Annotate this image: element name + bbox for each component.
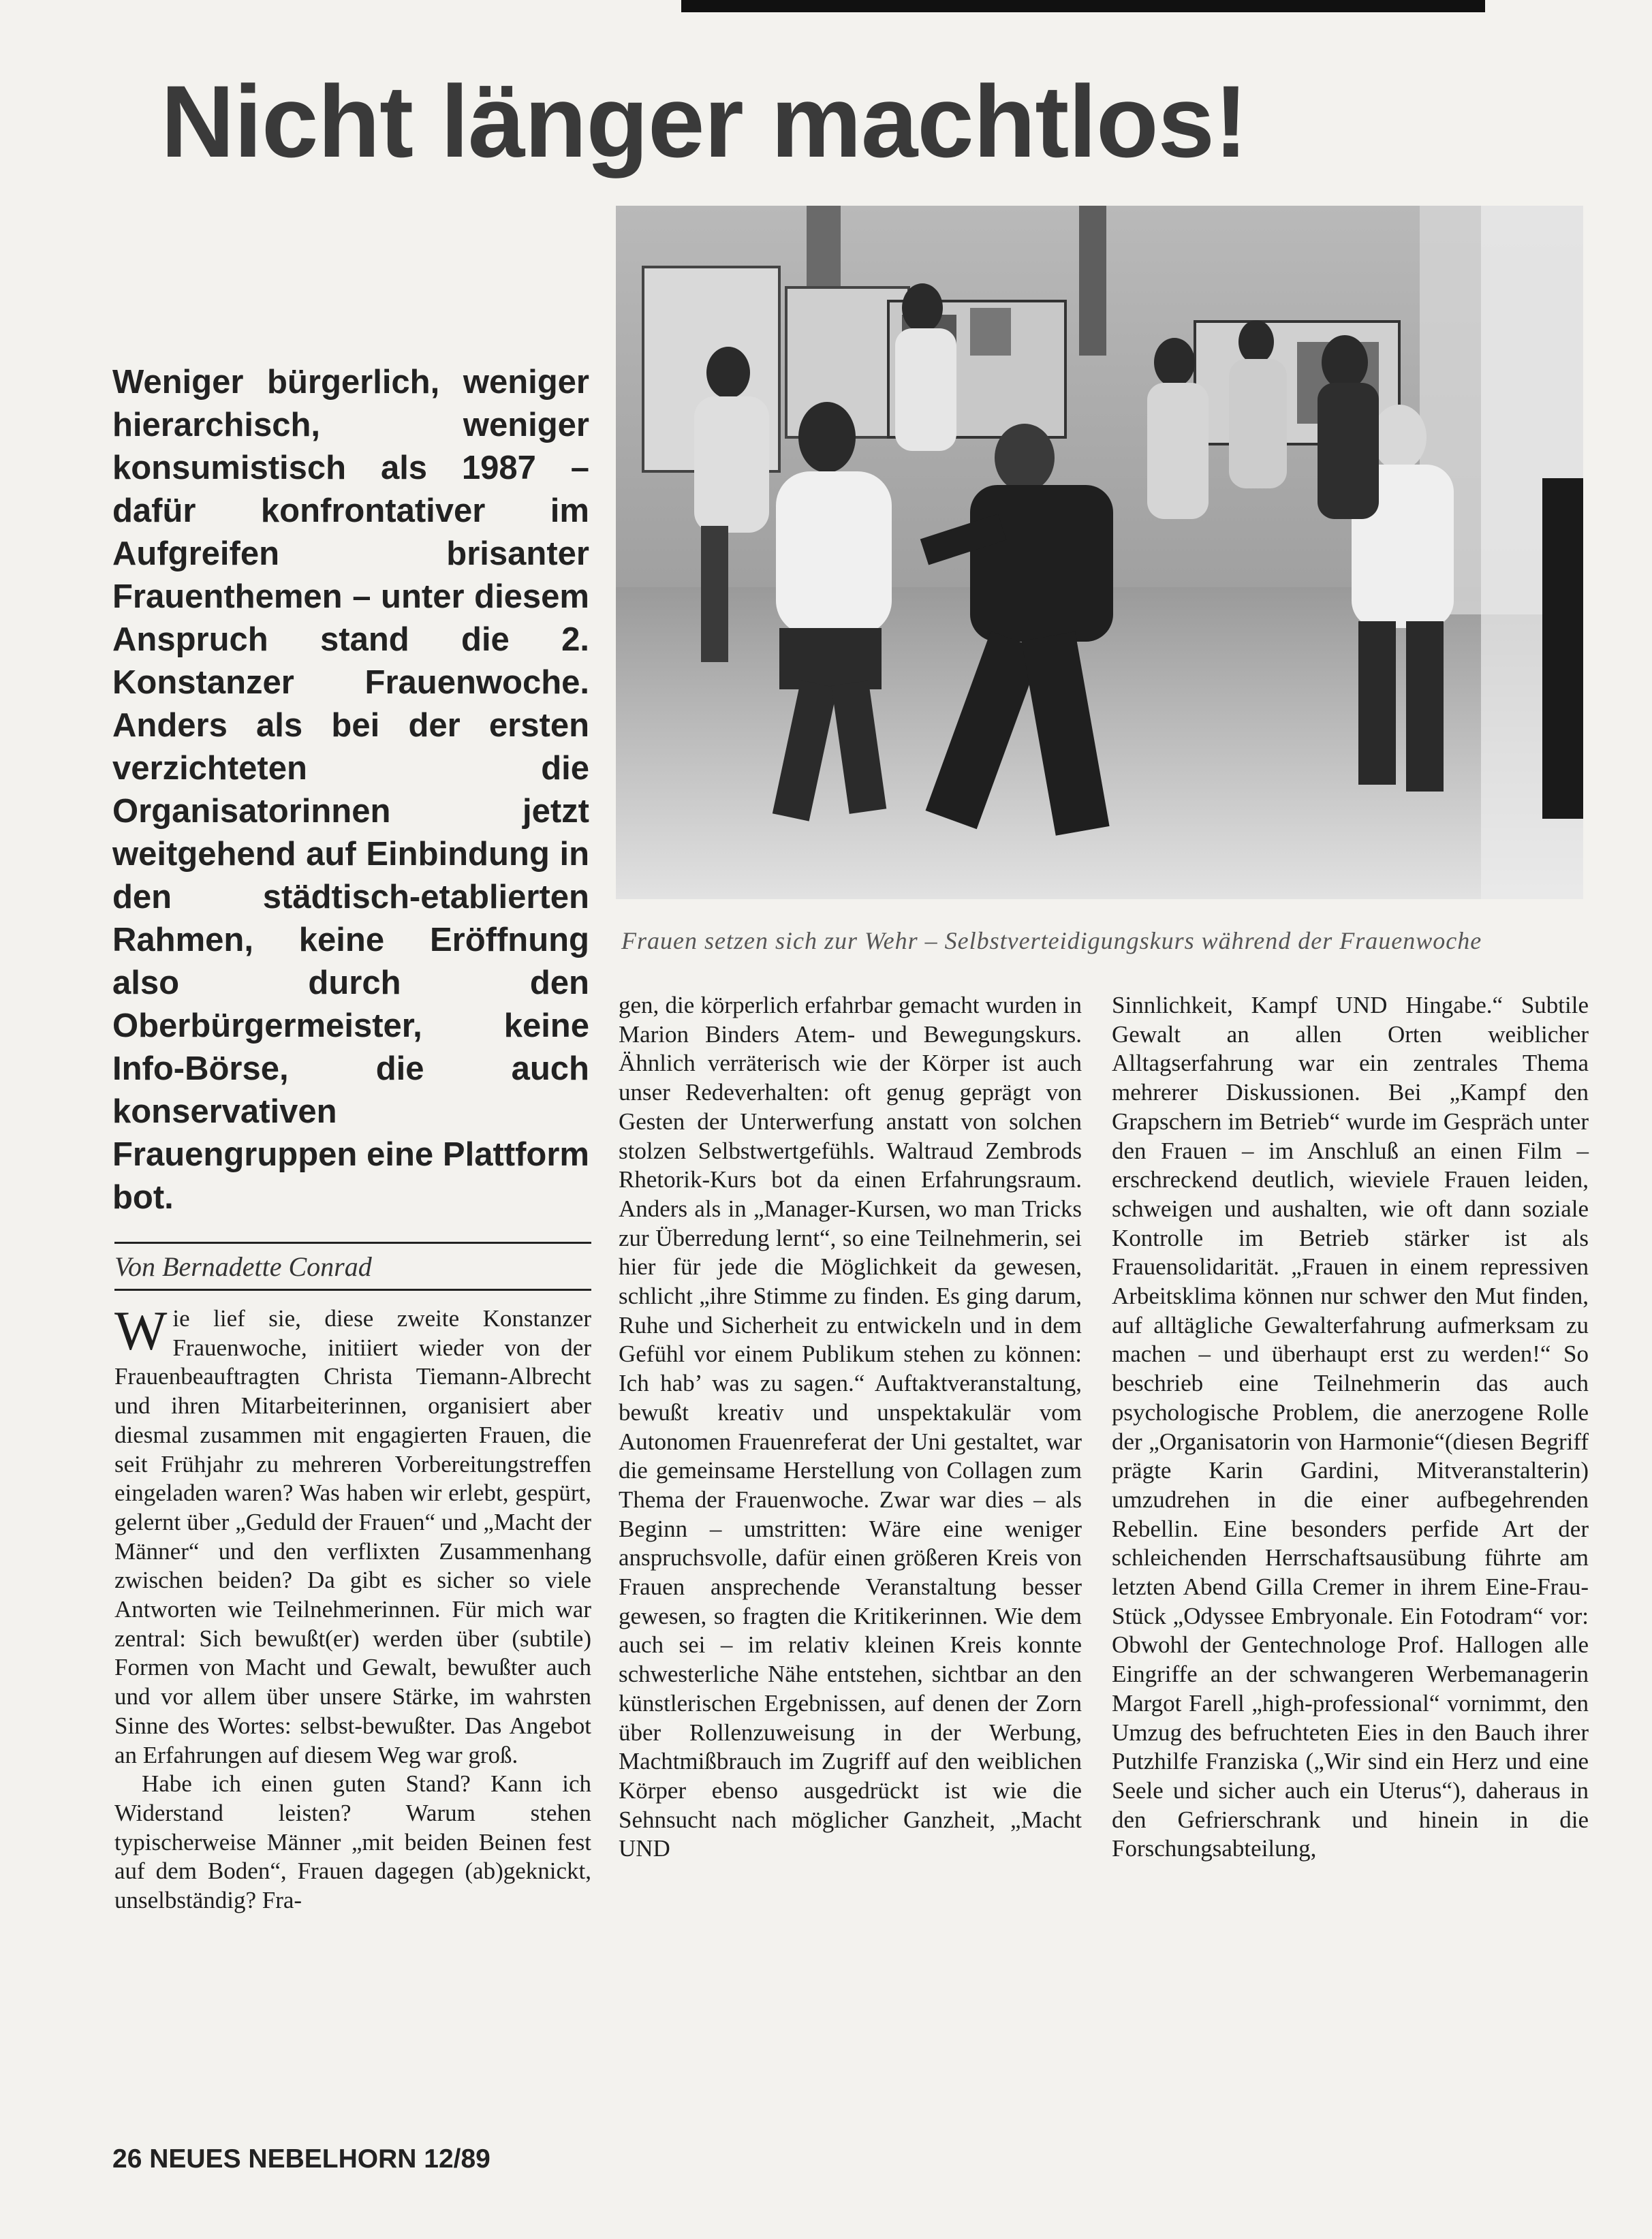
lead-paragraph: Weniger bürgerlich, weniger hierarchisch, weniger konsumistisch als 1987 – dafür konfrontativer im Aufgreifen brisanter Frauenthemen – unter diesem Anspruch stand die 2. Konstanzer Frauenwoche. Anders als bei der ersten verzichteten die Organisatorinnen jetzt weitgehend auf Einbindung in den städtisch-etablierten Rahmen, keine Eröffnung also durch den Oberbürgermeister, keine Info-Börse, die auch konservativen Frauengruppen eine Plattform bot. — [112, 364, 589, 1216]
body-column-1 — [114, 1300, 591, 1915]
body-column-3-text: Sinnlichkeit, Kampf UND Hingabe.“ Subtile Gewalt an allen Orten weiblicher Alltagserfahrung war ein zentrales Thema mehrerer Diskussionen. Bei „Kampf den Grapschern im Betrieb“ wurde im Gespräch unter den Frauen – im Anschluß an einen Film – erschreckend deutlich, wieviele Frauen leiden, schweigen und aushalten, wie oft dann soziale Kontrolle im Betrieb stärker ist als Frauensolidarität. „Frauen in einem repressiven Arbeitsklima können nur schwer den Mut finden, auf alltägliche Gewalterfahrung aufmerksam zu machen – und überhaupt erst zu werden!“ So beschrieb eine Teilnehmerin das auch psychologische Problem, die anerzogene Rolle der „Organisatorin von Harmonie“(diesen Begriff prägte Karin Gardini, Mitveranstalterin) umzudrehen in die einer aufbegehrenden Rebellin. Eine besonders perfide Art der schleichenden Herrschaftsausübung führte am letzten Abend Gilla Cremer in ihrem Eine-Frau-Stück „Odyssee Embryonale. Ein Fotodram“ vor: Obwohl der Gentechnologe Prof. Hallogen alle Eingriffe an der schwangeren Werbemanagerin Margot Farell „high-professional“ vornimmt, den Umzug des befruchteten Eies in den Bauch ihrer Putzhilfe Franziska („Wir sind ein Herz und eine Seele und sicher auch ein Uterus“), daheraus in den Gefrierschrank und hinein in die Forschungsabteilung, — [1112, 992, 1589, 1862]
article-title: Nicht länger machtlos! — [161, 64, 1247, 178]
byline-rule-bottom — [114, 1289, 591, 1291]
photo-caption: Frauen setzen sich zur Wehr – Selbstverteidigungskurs während der Frauenwoche — [621, 927, 1482, 954]
body-column-2 — [619, 991, 1082, 1864]
body-column-2-text: gen, die körperlich erfahrbar gemacht wurden in Marion Binders Atem- und Bewegungskurs. Ähnlich verräterisch wie der Körper ist auch unser Redeverhalten: oft genug geprägt von Gesten der Unterwerfung anstatt von solchen stolzen Selbstwertgefühls. Waltraud Zembrods Rhetorik-Kurs bot da einen Erfahrungsraum. Anders als in „Manager-Kursen, wo man Tricks zur Überredung lernt“, so eine Teilnehmerin, sei hier für jede die Möglichkeit da gewesen, schlicht „ihre Stimme zu finden. Es ging darum, Ruhe und Sicherheit zu entwickeln und in dem Gefühl vor einem Publikum stehen zu können: Ich hab’ was zu sagen.“ Auftaktveranstaltung, bewußt kreativ und unspektakulär vom Autonomen Frauenreferat der Uni gestaltet, war die gemeinsame Herstellung von Collagen zum Thema der Frauenwoche. Zwar war dies – als Beginn – umstritten: Wäre eine weniger anspruchsvolle, dafür einen größeren Kreis von Frauen ansprechende Veranstaltung besser gewesen, so fragten die Kritikerinnen. Wie dem auch sei – im relativ kleinen Kreis konnte schwesterliche Nähe entstehen, sichtbar an den künstlerischen Ergebnissen, auf denen der Zorn über Rollenzuweisung in der Werbung, Machtmißbrauch im Zugriff auf den weiblichen Körper ebenso ausgedrückt ist wie die Sehnsucht nach möglicher Ganzheit, „Macht UND — [619, 992, 1082, 1862]
drop-cap: W — [114, 1300, 168, 1362]
body-paragraph-2: Habe ich einen guten Stand? Kann ich Widerstand leisten? Warum stehen typischerweise Männer „mit beiden Beinen fest auf dem Boden“, Frauen dagegen (ab)geknickt, unselbständig? Fra- — [114, 1770, 591, 1914]
page-footer: 26 NEUES NEBELHORN 12/89 — [112, 2144, 490, 2174]
top-edge-bar — [681, 0, 1485, 12]
body-paragraph-1: ie lief sie, diese zweite Konstanzer Frauenwoche, initiiert wieder von der Frauenbeauftragten Christa Tiemann-Albrecht und ihren Mitarbeiterinnen, organisiert aber diesmal zusammen mit engagierten Frauen, die seit Frühjahr zu mehreren Vorbereitungstreffen eingeladen waren? Was haben wir erlebt, gespürt, gelernt über „Geduld der Frauen“ und „Macht der Männer“ und den verflixten Zusammenhang zwischen beiden? Da gibt es sicher so viele Antworten wie Teilnehmerinnen. Für mich war zentral: Sich bewußt(er) werden über (subtile) Formen von Macht und Gewalt, bewußter auch und vor allem über unsere Stärke, im wahrsten Sinne des Wortes: selbst-bewußter. Das Angebot an Erfahrungen auf diesem Weg war groß. — [114, 1305, 591, 1768]
article-photo — [616, 206, 1583, 899]
byline: Von Bernadette Conrad — [114, 1251, 372, 1282]
byline-rule-top — [114, 1242, 591, 1244]
body-column-3 — [1112, 991, 1589, 1864]
photo-self-defense-class — [616, 206, 1583, 899]
